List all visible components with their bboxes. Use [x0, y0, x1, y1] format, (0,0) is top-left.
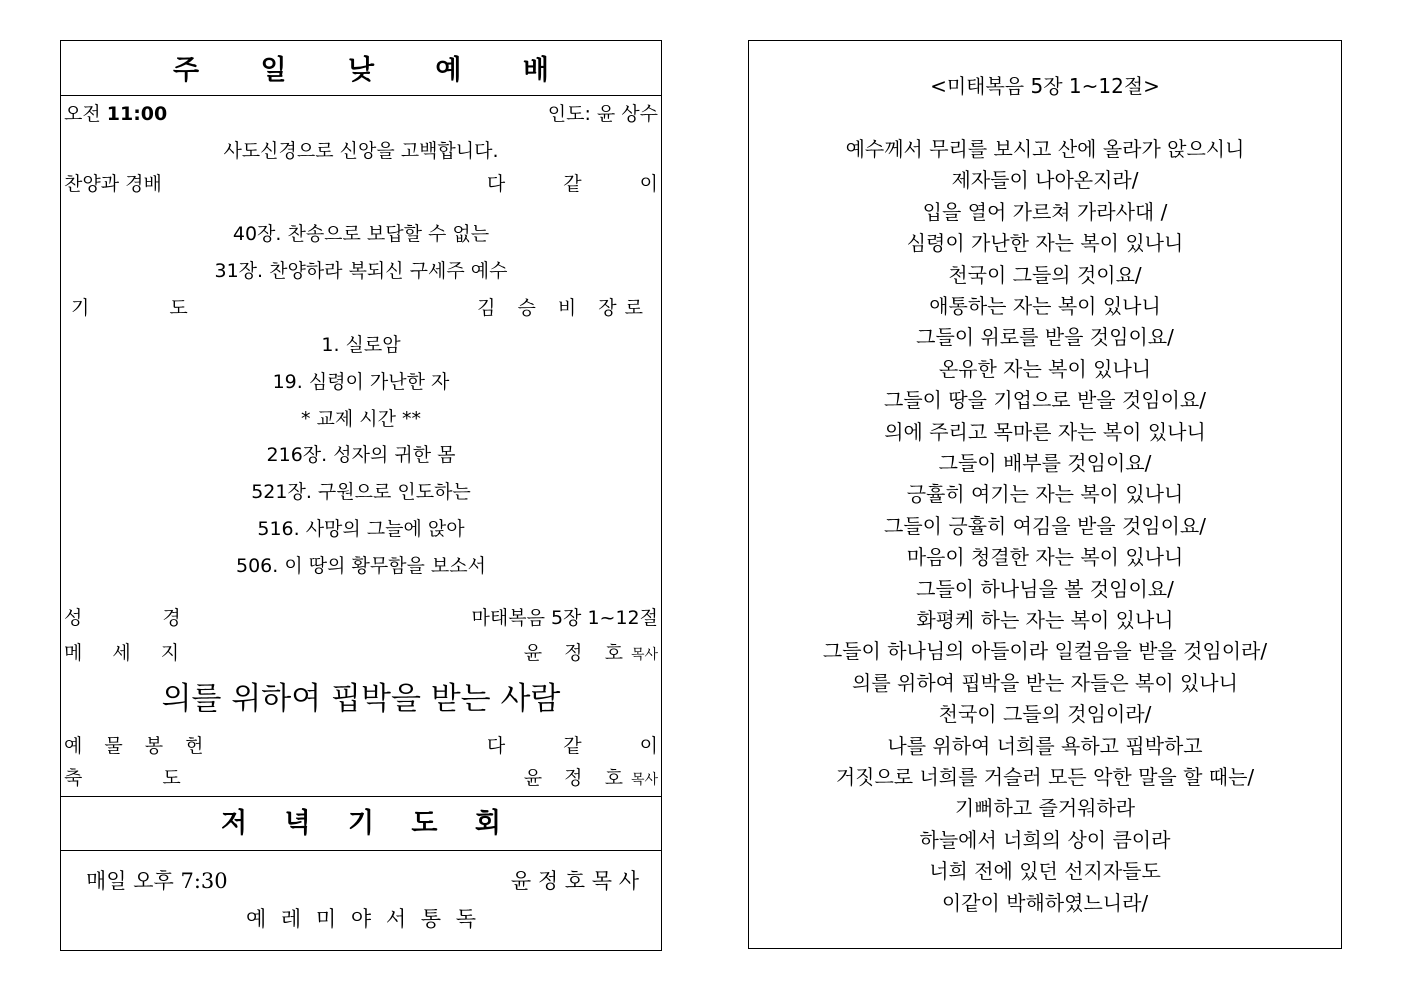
offering-who: 다 같 이	[486, 735, 684, 757]
praise-row	[61, 169, 684, 199]
verse-line: 천국이 그들의 것임이라/	[938, 702, 1152, 727]
scripture-row	[61, 603, 661, 633]
time-row	[61, 99, 661, 129]
sermon-row	[61, 678, 661, 720]
scripture-text-panel	[748, 40, 1342, 949]
song-item: 19. 심령이 가난한 자	[272, 371, 450, 393]
divider	[61, 850, 661, 851]
verse-line: 화평케 하는 자는 복이 있나니	[916, 608, 1174, 632]
evening-reading: 예 레 미 야 서 통 독	[245, 907, 477, 931]
verse-line: 심령이 가난한 자는 복이 있나니	[906, 231, 1184, 256]
benediction-label: 축 도	[64, 767, 181, 789]
verse-line: 온유한 자는 복이 있나니	[938, 356, 1152, 381]
creed-text: 사도신경으로 신앙을 고백합니다.	[223, 140, 499, 162]
song-item: 521장. 구원으로 인도하는	[251, 481, 471, 503]
evening-title: 저 녁 기 도 회	[220, 808, 515, 839]
verse-line: 제자들이 나아온지라/	[951, 168, 1139, 193]
verse-line: 나를 위하여 너희를 욕하고 핍박하고	[887, 733, 1203, 758]
prayer-who: 김 승 비 장로	[477, 297, 651, 319]
evening-time-row	[61, 866, 661, 896]
service-title: 주 일 낮 예 배	[172, 55, 575, 86]
hymn-item: 40장. 찬송으로 보답할 수 없는	[232, 223, 490, 245]
message-label: 메 세 지	[64, 642, 180, 664]
divider	[61, 95, 661, 96]
verse-line: 그들이 배부를 것임이요/	[938, 451, 1152, 475]
verse-line: 그들이 하나님의 아들이라 일컬음을 받을 것임이라/	[822, 639, 1268, 664]
song-item: 1. 실로암	[321, 334, 401, 356]
evening-title-row	[61, 805, 661, 843]
song-item: 516. 사망의 그늘에 앉아	[257, 518, 465, 540]
creed-row	[61, 136, 661, 166]
prayer-row	[61, 293, 661, 323]
verse-line: 그들이 하나님을 볼 것임이요/	[916, 576, 1174, 601]
scripture-ref: 마태복음 5장 1~12절	[471, 607, 658, 629]
message-preacher: 윤 정 호목사	[523, 642, 658, 664]
hymn-item: 31장. 찬양하라 복되신 구세주 예수	[214, 260, 508, 282]
verse-line: 거짓으로 너희를 거슬러 모든 악한 말을 할 때는/	[835, 765, 1255, 789]
evening-time: 매일 오후 7:30	[86, 869, 228, 893]
service-time: 오전 11:00	[64, 103, 168, 125]
verse-line: 하늘에서 너희의 상이 큼이라	[919, 827, 1171, 852]
prayer-label: 기 도	[71, 297, 188, 319]
song-item: 216장. 성자의 귀한 몸	[266, 444, 456, 466]
evening-reading-row	[61, 904, 661, 934]
order-of-worship-panel	[60, 40, 684, 951]
verse-line: 이같이 박해하였느니라/	[941, 890, 1149, 915]
verse-line: 의를 위하여 핍박을 받는 자들은 복이 있나니	[852, 670, 1238, 695]
verse-line: 그들이 땅을 기업으로 받을 것임이요/	[884, 388, 1206, 413]
worship-leader: 인도: 윤 상수	[547, 103, 658, 125]
scripture-label: 성 경	[64, 607, 181, 629]
verse-line: 천국이 그들의 것이요/	[948, 262, 1142, 287]
verse-line: 마음이 청결한 자는 복이 있나니	[906, 545, 1184, 570]
benediction-minister: 윤 정 호목사	[523, 767, 658, 789]
verse-line: 예수께서 무리를 보시고 산에 올라가 앉으시니	[845, 137, 1245, 161]
verse-line: 애통하는 자는 복이 있나니	[929, 294, 1161, 318]
praise-label: 찬양과 경배	[64, 173, 162, 195]
verse-line: 그들이 긍휼히 여김을 받을 것임이요/	[884, 513, 1206, 538]
evening-leader: 윤 정 호 목 사	[510, 869, 639, 893]
benediction-row	[61, 763, 661, 793]
offering-label: 예 물 봉 헌	[64, 735, 212, 757]
verse-line: 의에 주리고 목마른 자는 복이 있나니	[884, 419, 1206, 444]
song-item: * 교제 시간 **	[300, 408, 422, 430]
praise-who: 다 같 이	[486, 173, 684, 195]
divider	[61, 796, 661, 797]
service-title-row	[61, 53, 661, 89]
song-item: 506. 이 땅의 황무함을 보소서	[235, 555, 486, 577]
sermon-title: 의를 위하여 핍박을 받는 사람	[161, 681, 561, 717]
message-row	[61, 638, 661, 668]
verse-line: 기뻐하고 즐거워하라	[954, 796, 1136, 821]
verse-line: 그들이 위로를 받을 것임이요/	[916, 325, 1174, 350]
verse-line: 긍휼히 여기는 자는 복이 있나니	[906, 482, 1184, 507]
verse-line: 입을 열어 가르쳐 가라사대 /	[922, 199, 1168, 224]
scripture-heading: <미태복음 5장 1~12절>	[930, 74, 1160, 98]
offering-row	[61, 731, 684, 761]
verse-line: 너희 전에 있던 선지자들도	[929, 859, 1161, 884]
